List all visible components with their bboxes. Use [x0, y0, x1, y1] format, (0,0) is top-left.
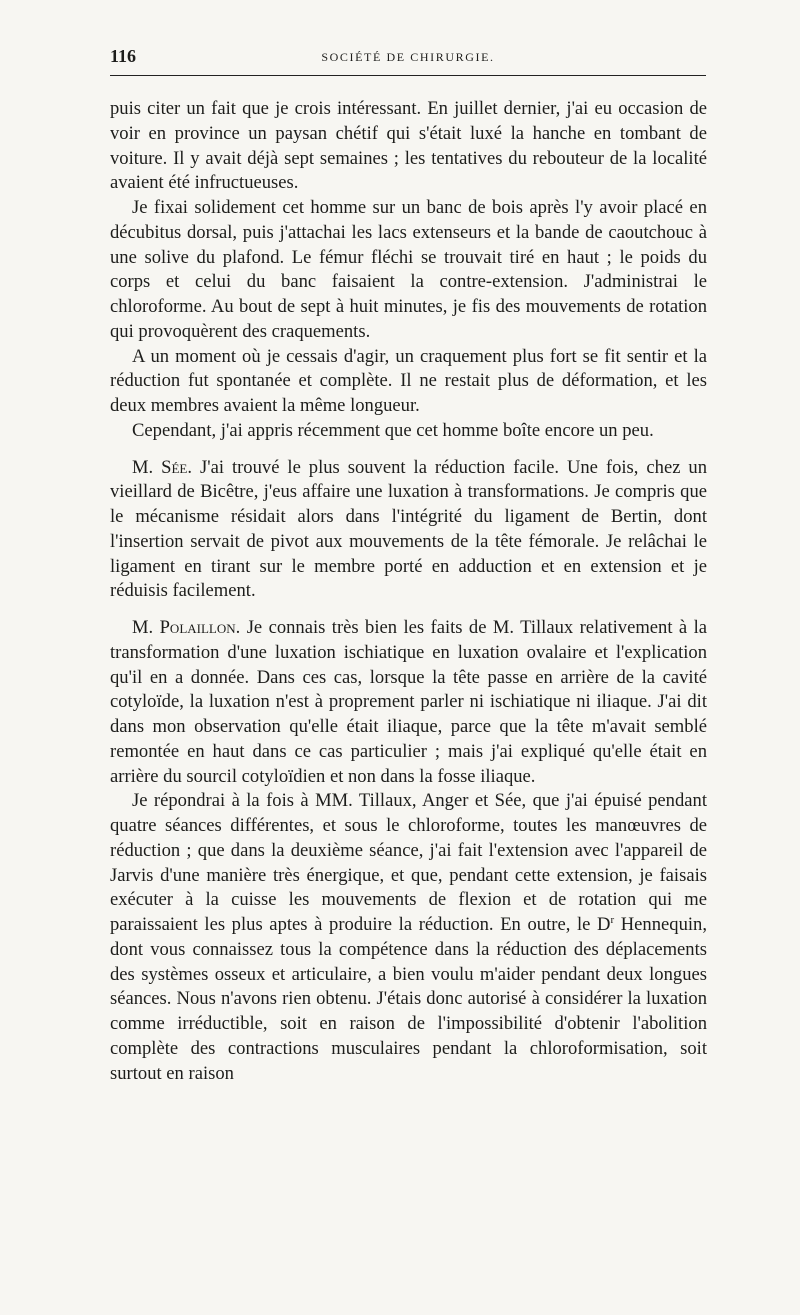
body-text	[110, 97, 707, 1086]
paragraph: Je fixai solidement cet homme sur un banc de bois après l'y avoir placé en décubitus dorsal, puis j'attachai les lacs extenseurs et la bande de caoutchouc à une solive du plafond. Le fémur fléchi se trouvait tiré en haut ; le poids du corps et celui du banc faisaient la contre-extension. J'administrai le chloroforme. Au bout de sept à huit minutes, je fis des mouvements de rotation qui provoquèrent des craquements.	[110, 197, 707, 342]
paragraph-reply	[110, 789, 707, 1086]
speech-text: Je connais très bien les faits de M. Tillaux relativement à la transformation d'une luxation ischiatique en luxation ovalaire et l'explication qu'il en a donnée. Dans ces cas, lorsque la tête passe en arrière de la cavité cotyloïde, la luxation n'est à proprement parler ni ischiatique ni iliaque. J'ai dit dans mon observation qu'elle était iliaque, parce que la tête m'avait semblé remontée en haut dans ce cas particulier ; mais j'ai expliqué qu'elle était en arrière du sourcil cotyloïdien et non dans la fosse iliaque.	[110, 617, 707, 787]
speaker-name: M. Polaillon.	[132, 617, 241, 638]
superscript: r	[610, 913, 615, 926]
running-title: SOCIÉTÉ DE CHIRURGIE.	[321, 50, 495, 64]
speaker-name: M. Sée.	[132, 456, 193, 478]
speech-text: Je répondrai à la fois à MM. Tillaux, Anger et Sée, que j'ai épuisé pendant quatre séances différentes, et sous le chloroforme, toutes les manœuvres de réduction ; que dans la deuxième séance, j'ai fait l'extension avec l'appareil de Jarvis d'une manière très énergique, et que, pendant cette extension, je faisais exécuter à la cuisse les mouvements de flexion et de rotation qui me paraissaient les plus aptes à produire la réduction. En outre, le D	[110, 790, 707, 935]
paragraph: puis citer un fait que je crois intéressant. En juillet dernier, j'ai eu occasion de voir en province un paysan chétif qui s'était luxé la hanche en tombant de voiture. Il y avait déjà sept semaines ; les tentatives du rebouteur de la localité avaient été infructueuses.	[110, 98, 707, 194]
header-rule	[110, 75, 706, 76]
paragraph-polaillon	[110, 616, 707, 789]
paragraph-see	[110, 456, 707, 605]
paragraph: Cependant, j'ai appris récemment que cet homme boîte encore un peu.	[132, 419, 654, 441]
page-header	[110, 46, 706, 70]
speech-text: J'ai trouvé le plus souvent la réduction facile. Une fois, chez un vieillard de Bicêtre, j'eus affaire une luxation à transformations. Je compris que le mécanisme résidait alors dans l'intégrité du ligament de Bertin, dont l'insertion servait de pivot aux mouvements de la tête fémorale. Je relâchai le ligament en tirant sur le membre porté en adduction et en extension et je réduisis facilement.	[110, 456, 707, 602]
paragraph: A un moment où je cessais d'agir, un craquement plus fort se fit sentir et la réduction fut spontanée et complète. Il ne restait plus de déformation, et les deux membres avaient la même longueur.	[110, 345, 707, 416]
page-number: 116	[110, 46, 137, 66]
speech-text: Hennequin, dont vous connaissez tous la compétence dans la réduction des déplacements des systèmes osseux et articulaire, a bien voulu m'aider pendant deux longues séances. Nous n'avons rien obtenu. J'étais donc autorisé à considérer la luxation comme irréductible, soit en raison de l'impossibilité d'obtenir l'abolition complète des contractions musculaires pendant la chloroformisation, soit surtout en raison	[110, 914, 707, 1084]
